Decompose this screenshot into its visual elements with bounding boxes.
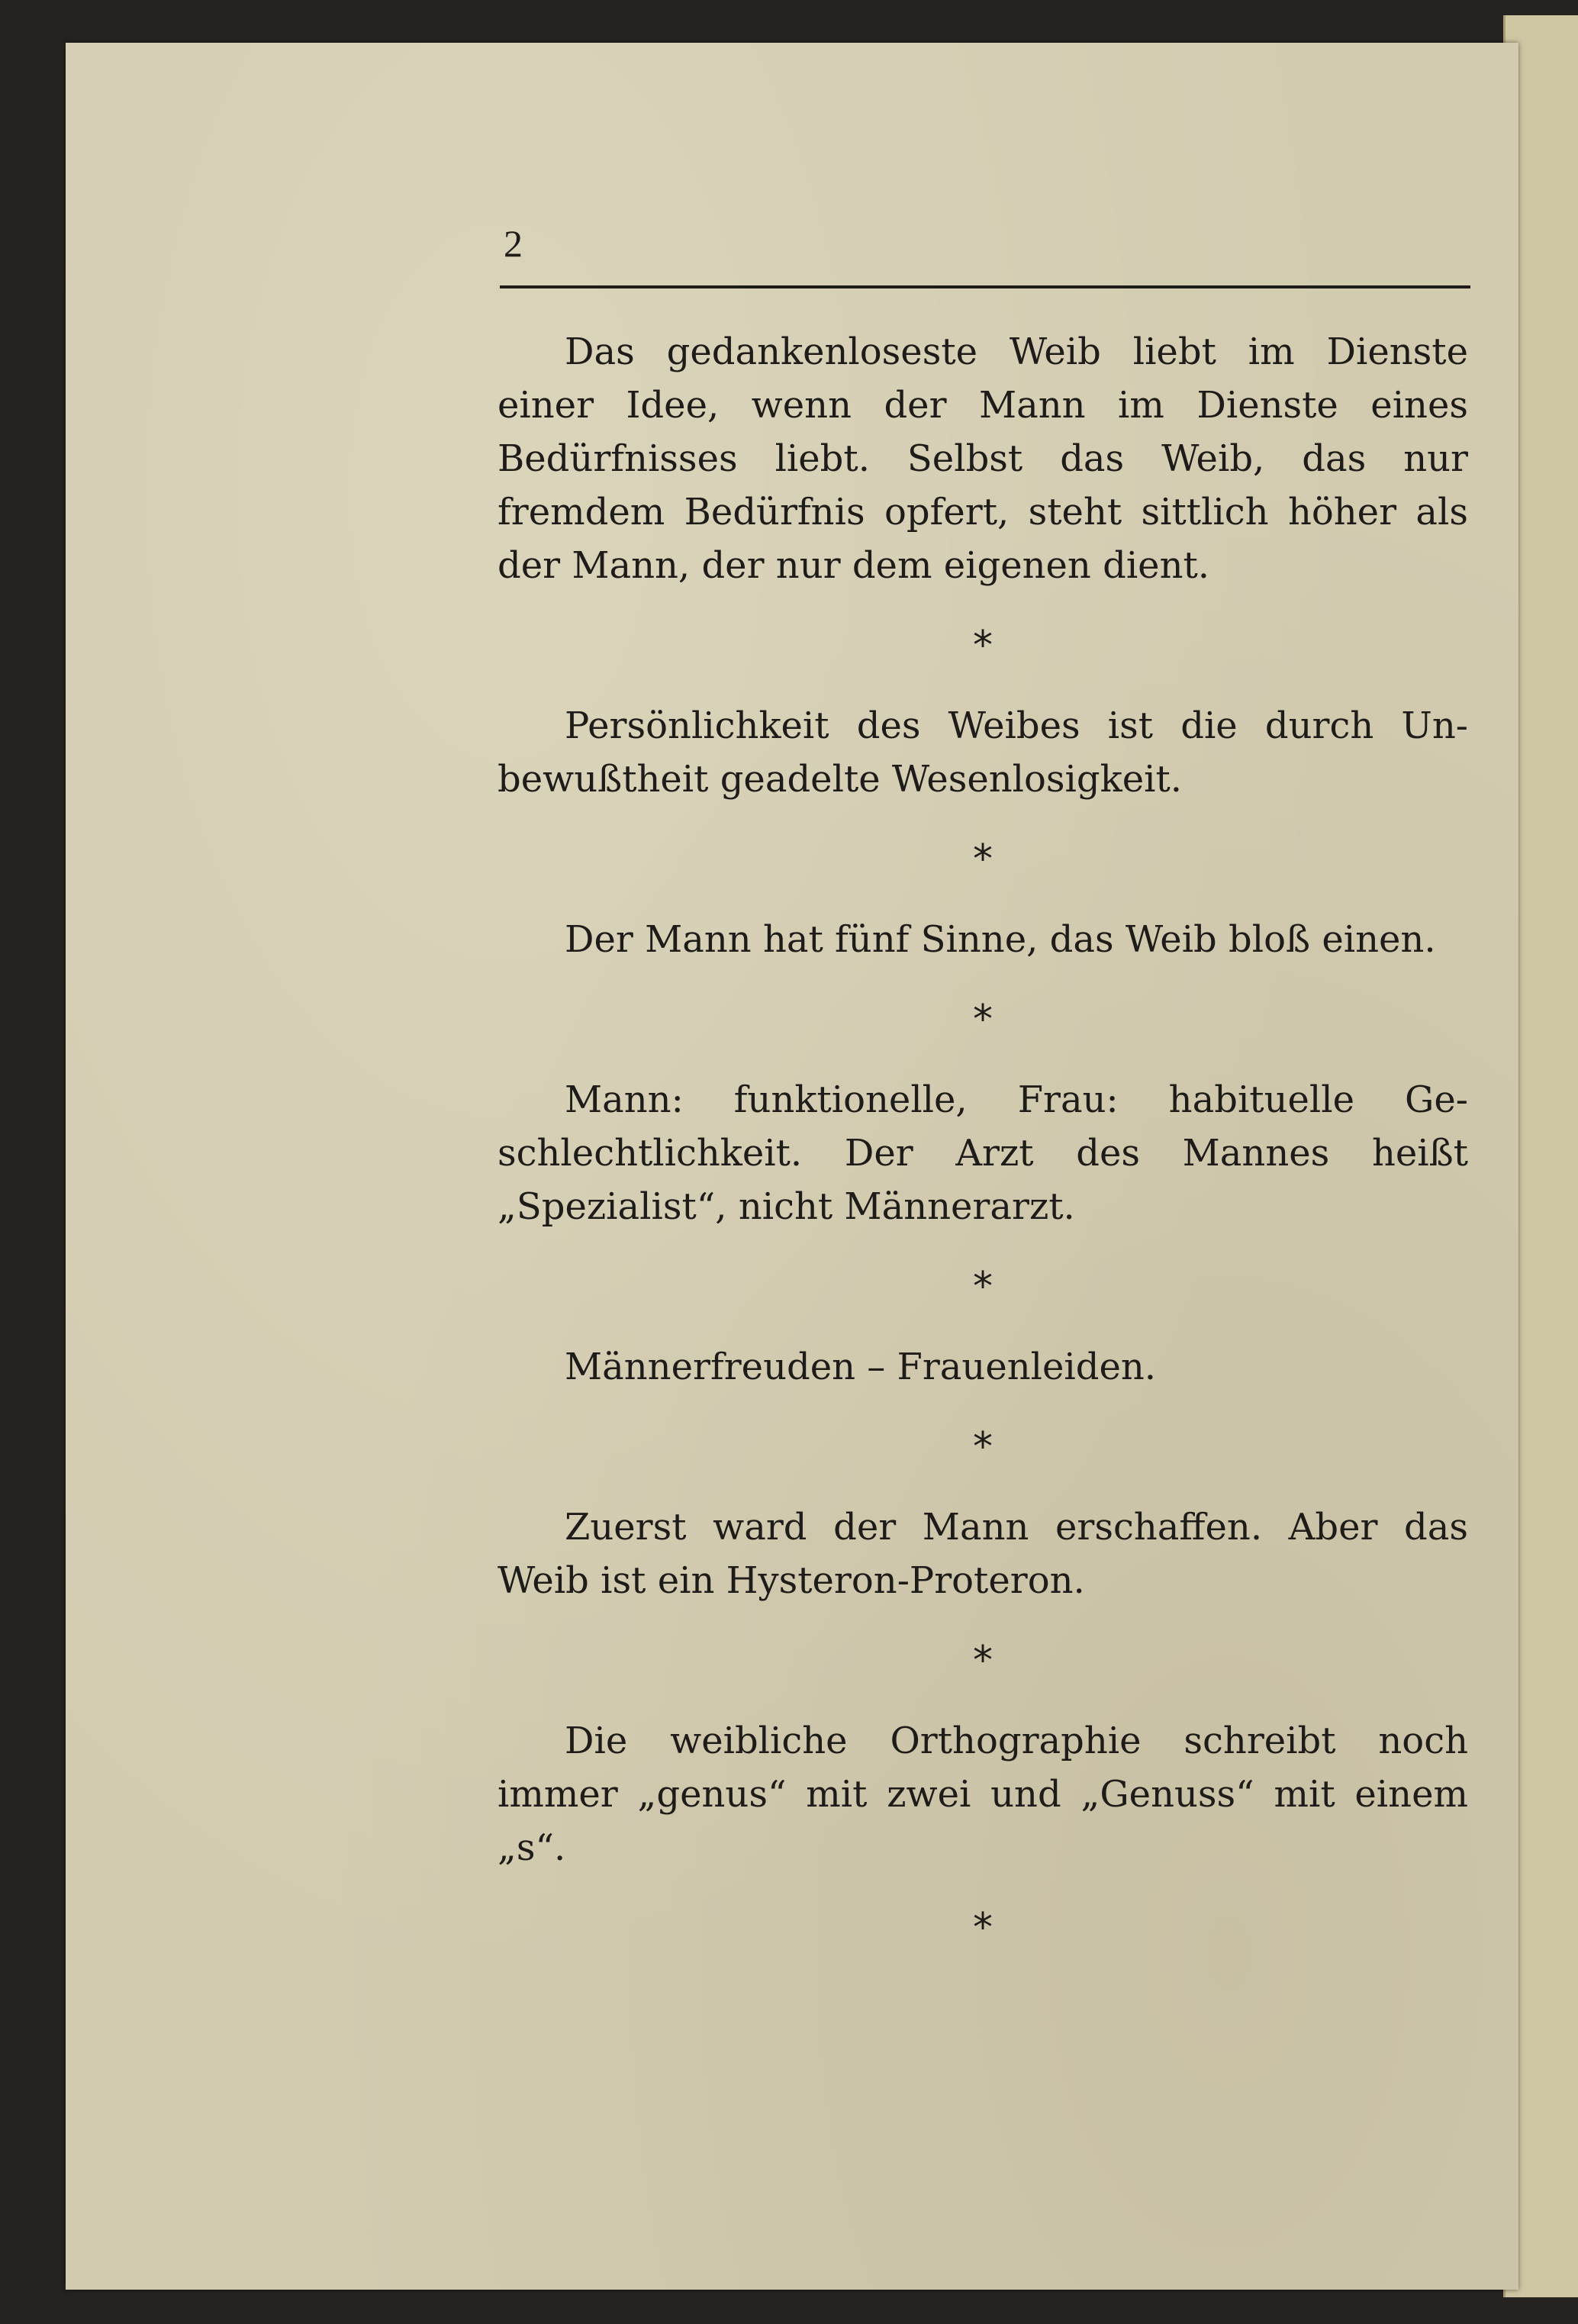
separator-asterisk: *	[973, 997, 993, 1043]
separator-asterisk: *	[973, 1264, 993, 1310]
separator-asterisk: *	[973, 1905, 993, 1951]
aphorism-5: Männerfreuden – Frauenleiden.	[565, 1346, 1157, 1388]
aphorism-4: Mann: funktionelle, Frau: habituelle Geschlechtlichkeit. Der Arzt des Mannes heißt „Spezialist“, nicht Männerarzt.	[498, 1078, 1468, 1228]
separator-asterisk: *	[973, 1638, 993, 1684]
aphorism-2: Persönlichkeit des Weibes ist die durch Unbewußtheit geadelte Wesenlosigkeit.	[498, 704, 1468, 801]
separator-asterisk: *	[973, 836, 993, 882]
aphorism-6: Zuerst ward der Mann erschaffen. Aber das Weib ist ein Hysteron-Proteron.	[498, 1506, 1468, 1602]
aphorism-3: Der Mann hat fünf Sinne, das Weib bloß einen.	[565, 918, 1436, 961]
aphorism-7: Die weibliche Orthographie schreibt noch immer „genus“ mit zwei und „Genuss“ mit einem „s“.	[498, 1720, 1468, 1869]
separator-asterisk: *	[973, 1424, 993, 1470]
aphorism-list	[498, 325, 1468, 1981]
separator-asterisk: *	[973, 623, 993, 669]
aphorism-1: Das gedankenloseste Weib liebt im Dienste einer Idee, wenn der Mann im Dienste eines Bedürfnisses liebt. Selbst das Weib, das nur fremdem Bedürfnis opfert, steht sittlich höher als der Mann, der nur dem eigenen dient.	[498, 330, 1468, 587]
page-number: 2	[504, 222, 523, 265]
header-rule	[500, 285, 1470, 288]
